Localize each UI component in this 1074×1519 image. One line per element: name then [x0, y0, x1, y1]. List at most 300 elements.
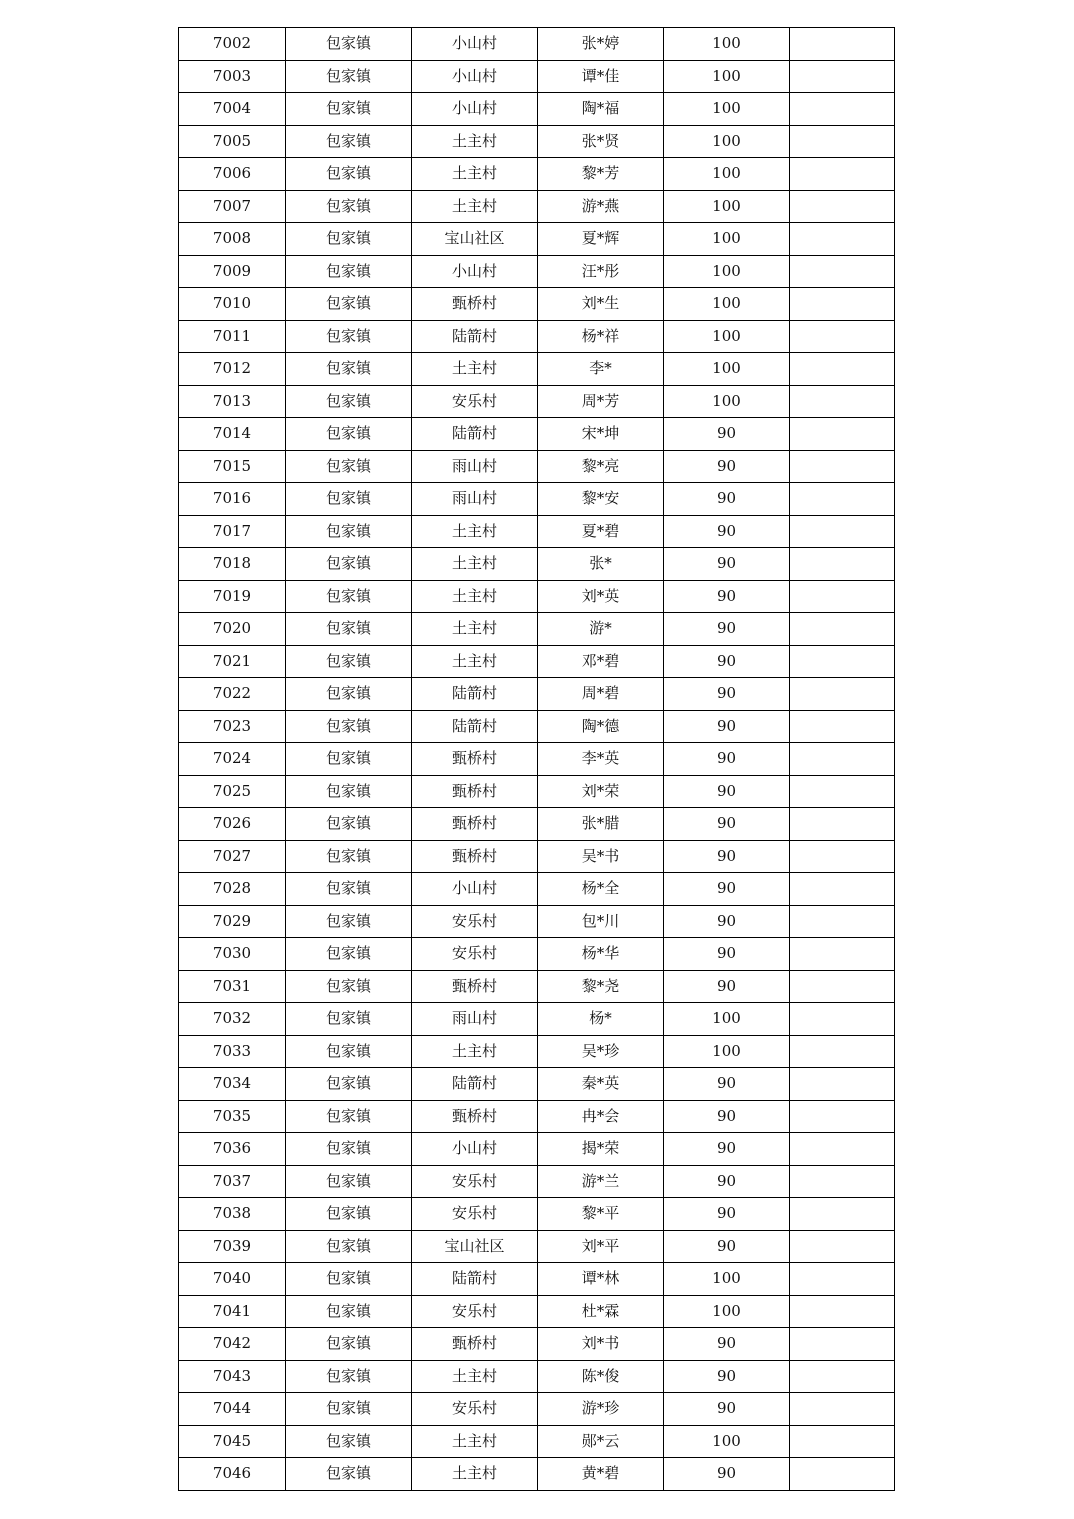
serial-number-cell: 7003 — [179, 60, 286, 93]
name-cell: 宋*坤 — [538, 418, 664, 451]
remark-cell — [790, 223, 895, 256]
serial-number-cell: 7026 — [179, 808, 286, 841]
town-cell: 包家镇 — [286, 385, 412, 418]
town-cell: 包家镇 — [286, 1230, 412, 1263]
name-cell: 刘*书 — [538, 1328, 664, 1361]
amount-cell: 90 — [664, 515, 790, 548]
table-row — [179, 548, 895, 581]
table-row — [179, 1035, 895, 1068]
village-cell: 安乐村 — [412, 1295, 538, 1328]
serial-number-cell: 7038 — [179, 1198, 286, 1231]
table-row — [179, 60, 895, 93]
village-cell: 土主村 — [412, 1360, 538, 1393]
town-cell: 包家镇 — [286, 678, 412, 711]
town-cell: 包家镇 — [286, 28, 412, 61]
village-cell: 甄桥村 — [412, 1328, 538, 1361]
serial-number-cell: 7032 — [179, 1003, 286, 1036]
village-cell: 陆箭村 — [412, 320, 538, 353]
name-cell: 揭*荣 — [538, 1133, 664, 1166]
town-cell: 包家镇 — [286, 483, 412, 516]
village-cell: 土主村 — [412, 645, 538, 678]
remark-cell — [790, 483, 895, 516]
table-row — [179, 28, 895, 61]
serial-number-cell: 7002 — [179, 28, 286, 61]
village-cell: 土主村 — [412, 125, 538, 158]
name-cell: 刘*英 — [538, 580, 664, 613]
village-cell: 陆箭村 — [412, 418, 538, 451]
amount-cell: 90 — [664, 1328, 790, 1361]
village-cell: 安乐村 — [412, 1393, 538, 1426]
town-cell: 包家镇 — [286, 1263, 412, 1296]
amount-cell: 90 — [664, 1198, 790, 1231]
name-cell: 李*英 — [538, 743, 664, 776]
remark-cell — [790, 808, 895, 841]
amount-cell: 100 — [664, 1295, 790, 1328]
name-cell: 郧*云 — [538, 1425, 664, 1458]
village-cell: 甄桥村 — [412, 743, 538, 776]
town-cell: 包家镇 — [286, 1328, 412, 1361]
serial-number-cell: 7004 — [179, 93, 286, 126]
remark-cell — [790, 938, 895, 971]
amount-cell: 90 — [664, 905, 790, 938]
town-cell: 包家镇 — [286, 515, 412, 548]
roster-table — [178, 27, 895, 1491]
name-cell: 汪*彤 — [538, 255, 664, 288]
village-cell: 甄桥村 — [412, 970, 538, 1003]
table-row — [179, 1263, 895, 1296]
town-cell: 包家镇 — [286, 1393, 412, 1426]
village-cell: 土主村 — [412, 548, 538, 581]
village-cell: 土主村 — [412, 353, 538, 386]
serial-number-cell: 7025 — [179, 775, 286, 808]
name-cell: 黎*安 — [538, 483, 664, 516]
village-cell: 土主村 — [412, 515, 538, 548]
name-cell: 杨*华 — [538, 938, 664, 971]
village-cell: 土主村 — [412, 1035, 538, 1068]
village-cell: 甄桥村 — [412, 775, 538, 808]
table-row — [179, 158, 895, 191]
village-cell: 土主村 — [412, 1458, 538, 1491]
table-row — [179, 255, 895, 288]
table-row — [179, 645, 895, 678]
table-row — [179, 1198, 895, 1231]
remark-cell — [790, 385, 895, 418]
table-row — [179, 1133, 895, 1166]
village-cell: 小山村 — [412, 873, 538, 906]
serial-number-cell: 7012 — [179, 353, 286, 386]
amount-cell: 100 — [664, 288, 790, 321]
serial-number-cell: 7041 — [179, 1295, 286, 1328]
name-cell: 冉*会 — [538, 1100, 664, 1133]
serial-number-cell: 7024 — [179, 743, 286, 776]
table-row — [179, 385, 895, 418]
amount-cell: 90 — [664, 678, 790, 711]
name-cell: 谭*林 — [538, 1263, 664, 1296]
table-row — [179, 125, 895, 158]
remark-cell — [790, 1100, 895, 1133]
table-row — [179, 353, 895, 386]
table-row — [179, 1328, 895, 1361]
table-row — [179, 970, 895, 1003]
amount-cell: 90 — [664, 1393, 790, 1426]
table-row — [179, 320, 895, 353]
remark-cell — [790, 1035, 895, 1068]
amount-cell: 90 — [664, 743, 790, 776]
amount-cell: 90 — [664, 1100, 790, 1133]
table-row — [179, 1393, 895, 1426]
remark-cell — [790, 970, 895, 1003]
village-cell: 土主村 — [412, 613, 538, 646]
table-row — [179, 1068, 895, 1101]
table-row — [179, 288, 895, 321]
serial-number-cell: 7010 — [179, 288, 286, 321]
remark-cell — [790, 60, 895, 93]
serial-number-cell: 7022 — [179, 678, 286, 711]
table-row — [179, 1295, 895, 1328]
amount-cell: 100 — [664, 1425, 790, 1458]
remark-cell — [790, 1230, 895, 1263]
name-cell: 杨* — [538, 1003, 664, 1036]
remark-cell — [790, 515, 895, 548]
remark-cell — [790, 840, 895, 873]
remark-cell — [790, 1068, 895, 1101]
town-cell: 包家镇 — [286, 255, 412, 288]
town-cell: 包家镇 — [286, 775, 412, 808]
amount-cell: 100 — [664, 1263, 790, 1296]
amount-cell: 90 — [664, 938, 790, 971]
village-cell: 雨山村 — [412, 483, 538, 516]
table-row — [179, 483, 895, 516]
name-cell: 游*燕 — [538, 190, 664, 223]
table-row — [179, 450, 895, 483]
name-cell: 吴*书 — [538, 840, 664, 873]
remark-cell — [790, 353, 895, 386]
remark-cell — [790, 450, 895, 483]
town-cell: 包家镇 — [286, 1165, 412, 1198]
amount-cell: 90 — [664, 1230, 790, 1263]
table-row — [179, 678, 895, 711]
serial-number-cell: 7035 — [179, 1100, 286, 1133]
town-cell: 包家镇 — [286, 1295, 412, 1328]
remark-cell — [790, 1458, 895, 1491]
amount-cell: 100 — [664, 158, 790, 191]
village-cell: 甄桥村 — [412, 840, 538, 873]
remark-cell — [790, 1263, 895, 1296]
serial-number-cell: 7016 — [179, 483, 286, 516]
town-cell: 包家镇 — [286, 808, 412, 841]
remark-cell — [790, 645, 895, 678]
serial-number-cell: 7031 — [179, 970, 286, 1003]
serial-number-cell: 7020 — [179, 613, 286, 646]
table-row — [179, 1458, 895, 1491]
remark-cell — [790, 288, 895, 321]
remark-cell — [790, 28, 895, 61]
village-cell: 土主村 — [412, 1425, 538, 1458]
town-cell: 包家镇 — [286, 288, 412, 321]
remark-cell — [790, 548, 895, 581]
serial-number-cell: 7046 — [179, 1458, 286, 1491]
name-cell: 游*兰 — [538, 1165, 664, 1198]
table-row — [179, 873, 895, 906]
village-cell: 宝山社区 — [412, 1230, 538, 1263]
serial-number-cell: 7023 — [179, 710, 286, 743]
town-cell: 包家镇 — [286, 125, 412, 158]
amount-cell: 90 — [664, 1165, 790, 1198]
remark-cell — [790, 580, 895, 613]
village-cell: 土主村 — [412, 190, 538, 223]
amount-cell: 100 — [664, 320, 790, 353]
serial-number-cell: 7027 — [179, 840, 286, 873]
remark-cell — [790, 743, 895, 776]
village-cell: 宝山社区 — [412, 223, 538, 256]
remark-cell — [790, 125, 895, 158]
amount-cell: 90 — [664, 1133, 790, 1166]
name-cell: 陶*福 — [538, 93, 664, 126]
town-cell: 包家镇 — [286, 158, 412, 191]
town-cell: 包家镇 — [286, 450, 412, 483]
amount-cell: 90 — [664, 840, 790, 873]
amount-cell: 90 — [664, 710, 790, 743]
serial-number-cell: 7039 — [179, 1230, 286, 1263]
village-cell: 陆箭村 — [412, 678, 538, 711]
name-cell: 陈*俊 — [538, 1360, 664, 1393]
name-cell: 周*芳 — [538, 385, 664, 418]
village-cell: 雨山村 — [412, 450, 538, 483]
table-row — [179, 613, 895, 646]
amount-cell: 90 — [664, 418, 790, 451]
amount-cell: 100 — [664, 385, 790, 418]
serial-number-cell: 7033 — [179, 1035, 286, 1068]
village-cell: 小山村 — [412, 60, 538, 93]
amount-cell: 100 — [664, 93, 790, 126]
remark-cell — [790, 678, 895, 711]
name-cell: 陶*德 — [538, 710, 664, 743]
town-cell: 包家镇 — [286, 548, 412, 581]
amount-cell: 100 — [664, 1003, 790, 1036]
amount-cell: 100 — [664, 1035, 790, 1068]
remark-cell — [790, 1393, 895, 1426]
table-row — [179, 190, 895, 223]
remark-cell — [790, 1165, 895, 1198]
remark-cell — [790, 1425, 895, 1458]
town-cell: 包家镇 — [286, 873, 412, 906]
town-cell: 包家镇 — [286, 580, 412, 613]
amount-cell: 90 — [664, 808, 790, 841]
town-cell: 包家镇 — [286, 840, 412, 873]
amount-cell: 100 — [664, 60, 790, 93]
name-cell: 黎*尧 — [538, 970, 664, 1003]
town-cell: 包家镇 — [286, 645, 412, 678]
table-row — [179, 743, 895, 776]
name-cell: 刘*荣 — [538, 775, 664, 808]
table-row — [179, 1100, 895, 1133]
amount-cell: 100 — [664, 255, 790, 288]
serial-number-cell: 7009 — [179, 255, 286, 288]
town-cell: 包家镇 — [286, 1425, 412, 1458]
remark-cell — [790, 418, 895, 451]
amount-cell: 90 — [664, 873, 790, 906]
serial-number-cell: 7013 — [179, 385, 286, 418]
amount-cell: 90 — [664, 775, 790, 808]
serial-number-cell: 7029 — [179, 905, 286, 938]
serial-number-cell: 7021 — [179, 645, 286, 678]
village-cell: 安乐村 — [412, 938, 538, 971]
remark-cell — [790, 1360, 895, 1393]
village-cell: 陆箭村 — [412, 1068, 538, 1101]
serial-number-cell: 7008 — [179, 223, 286, 256]
town-cell: 包家镇 — [286, 970, 412, 1003]
table-row — [179, 938, 895, 971]
village-cell: 安乐村 — [412, 905, 538, 938]
village-cell: 甄桥村 — [412, 1100, 538, 1133]
amount-cell: 90 — [664, 613, 790, 646]
name-cell: 李* — [538, 353, 664, 386]
serial-number-cell: 7034 — [179, 1068, 286, 1101]
name-cell: 吴*珍 — [538, 1035, 664, 1068]
village-cell: 安乐村 — [412, 1198, 538, 1231]
name-cell: 夏*碧 — [538, 515, 664, 548]
village-cell: 甄桥村 — [412, 808, 538, 841]
name-cell: 邓*碧 — [538, 645, 664, 678]
name-cell: 黄*碧 — [538, 1458, 664, 1491]
name-cell: 周*碧 — [538, 678, 664, 711]
remark-cell — [790, 613, 895, 646]
name-cell: 张*腊 — [538, 808, 664, 841]
table-row — [179, 1230, 895, 1263]
name-cell: 杨*全 — [538, 873, 664, 906]
amount-cell: 90 — [664, 450, 790, 483]
name-cell: 张* — [538, 548, 664, 581]
amount-cell: 100 — [664, 223, 790, 256]
name-cell: 杨*祥 — [538, 320, 664, 353]
table-row — [179, 515, 895, 548]
village-cell: 甄桥村 — [412, 288, 538, 321]
town-cell: 包家镇 — [286, 1198, 412, 1231]
remark-cell — [790, 1003, 895, 1036]
table-row — [179, 775, 895, 808]
serial-number-cell: 7037 — [179, 1165, 286, 1198]
name-cell: 游*珍 — [538, 1393, 664, 1426]
town-cell: 包家镇 — [286, 1068, 412, 1101]
serial-number-cell: 7045 — [179, 1425, 286, 1458]
amount-cell: 90 — [664, 1360, 790, 1393]
name-cell: 杜*霖 — [538, 1295, 664, 1328]
amount-cell: 100 — [664, 190, 790, 223]
village-cell: 土主村 — [412, 580, 538, 613]
amount-cell: 90 — [664, 548, 790, 581]
town-cell: 包家镇 — [286, 418, 412, 451]
table-row — [179, 1360, 895, 1393]
serial-number-cell: 7040 — [179, 1263, 286, 1296]
town-cell: 包家镇 — [286, 938, 412, 971]
village-cell: 小山村 — [412, 28, 538, 61]
remark-cell — [790, 320, 895, 353]
remark-cell — [790, 775, 895, 808]
amount-cell: 90 — [664, 970, 790, 1003]
amount-cell: 100 — [664, 353, 790, 386]
remark-cell — [790, 710, 895, 743]
remark-cell — [790, 190, 895, 223]
town-cell: 包家镇 — [286, 1003, 412, 1036]
village-cell: 雨山村 — [412, 1003, 538, 1036]
name-cell: 包*川 — [538, 905, 664, 938]
remark-cell — [790, 873, 895, 906]
table-row — [179, 710, 895, 743]
amount-cell: 90 — [664, 580, 790, 613]
amount-cell: 90 — [664, 1458, 790, 1491]
town-cell: 包家镇 — [286, 190, 412, 223]
serial-number-cell: 7015 — [179, 450, 286, 483]
town-cell: 包家镇 — [286, 1133, 412, 1166]
serial-number-cell: 7028 — [179, 873, 286, 906]
town-cell: 包家镇 — [286, 1100, 412, 1133]
remark-cell — [790, 255, 895, 288]
name-cell: 黎*平 — [538, 1198, 664, 1231]
village-cell: 安乐村 — [412, 385, 538, 418]
town-cell: 包家镇 — [286, 613, 412, 646]
table-row — [179, 840, 895, 873]
name-cell: 刘*平 — [538, 1230, 664, 1263]
serial-number-cell: 7017 — [179, 515, 286, 548]
town-cell: 包家镇 — [286, 320, 412, 353]
remark-cell — [790, 158, 895, 191]
serial-number-cell: 7036 — [179, 1133, 286, 1166]
serial-number-cell: 7011 — [179, 320, 286, 353]
town-cell: 包家镇 — [286, 60, 412, 93]
amount-cell: 100 — [664, 125, 790, 158]
remark-cell — [790, 1295, 895, 1328]
roster-body — [179, 28, 895, 1491]
table-row — [179, 223, 895, 256]
village-cell: 陆箭村 — [412, 1263, 538, 1296]
village-cell: 小山村 — [412, 1133, 538, 1166]
name-cell: 谭*佳 — [538, 60, 664, 93]
name-cell: 刘*生 — [538, 288, 664, 321]
serial-number-cell: 7019 — [179, 580, 286, 613]
town-cell: 包家镇 — [286, 1458, 412, 1491]
table-row — [179, 1425, 895, 1458]
town-cell: 包家镇 — [286, 223, 412, 256]
name-cell: 黎*芳 — [538, 158, 664, 191]
serial-number-cell: 7006 — [179, 158, 286, 191]
table-row — [179, 418, 895, 451]
remark-cell — [790, 1133, 895, 1166]
name-cell: 张*婷 — [538, 28, 664, 61]
name-cell: 游* — [538, 613, 664, 646]
serial-number-cell: 7005 — [179, 125, 286, 158]
serial-number-cell: 7007 — [179, 190, 286, 223]
remark-cell — [790, 93, 895, 126]
name-cell: 秦*英 — [538, 1068, 664, 1101]
village-cell: 小山村 — [412, 255, 538, 288]
serial-number-cell: 7042 — [179, 1328, 286, 1361]
town-cell: 包家镇 — [286, 905, 412, 938]
remark-cell — [790, 1198, 895, 1231]
town-cell: 包家镇 — [286, 1360, 412, 1393]
serial-number-cell: 7043 — [179, 1360, 286, 1393]
serial-number-cell: 7030 — [179, 938, 286, 971]
name-cell: 黎*亮 — [538, 450, 664, 483]
amount-cell: 100 — [664, 28, 790, 61]
village-cell: 陆箭村 — [412, 710, 538, 743]
serial-number-cell: 7014 — [179, 418, 286, 451]
name-cell: 张*贤 — [538, 125, 664, 158]
town-cell: 包家镇 — [286, 93, 412, 126]
amount-cell: 90 — [664, 483, 790, 516]
amount-cell: 90 — [664, 645, 790, 678]
remark-cell — [790, 905, 895, 938]
table-row — [179, 1003, 895, 1036]
